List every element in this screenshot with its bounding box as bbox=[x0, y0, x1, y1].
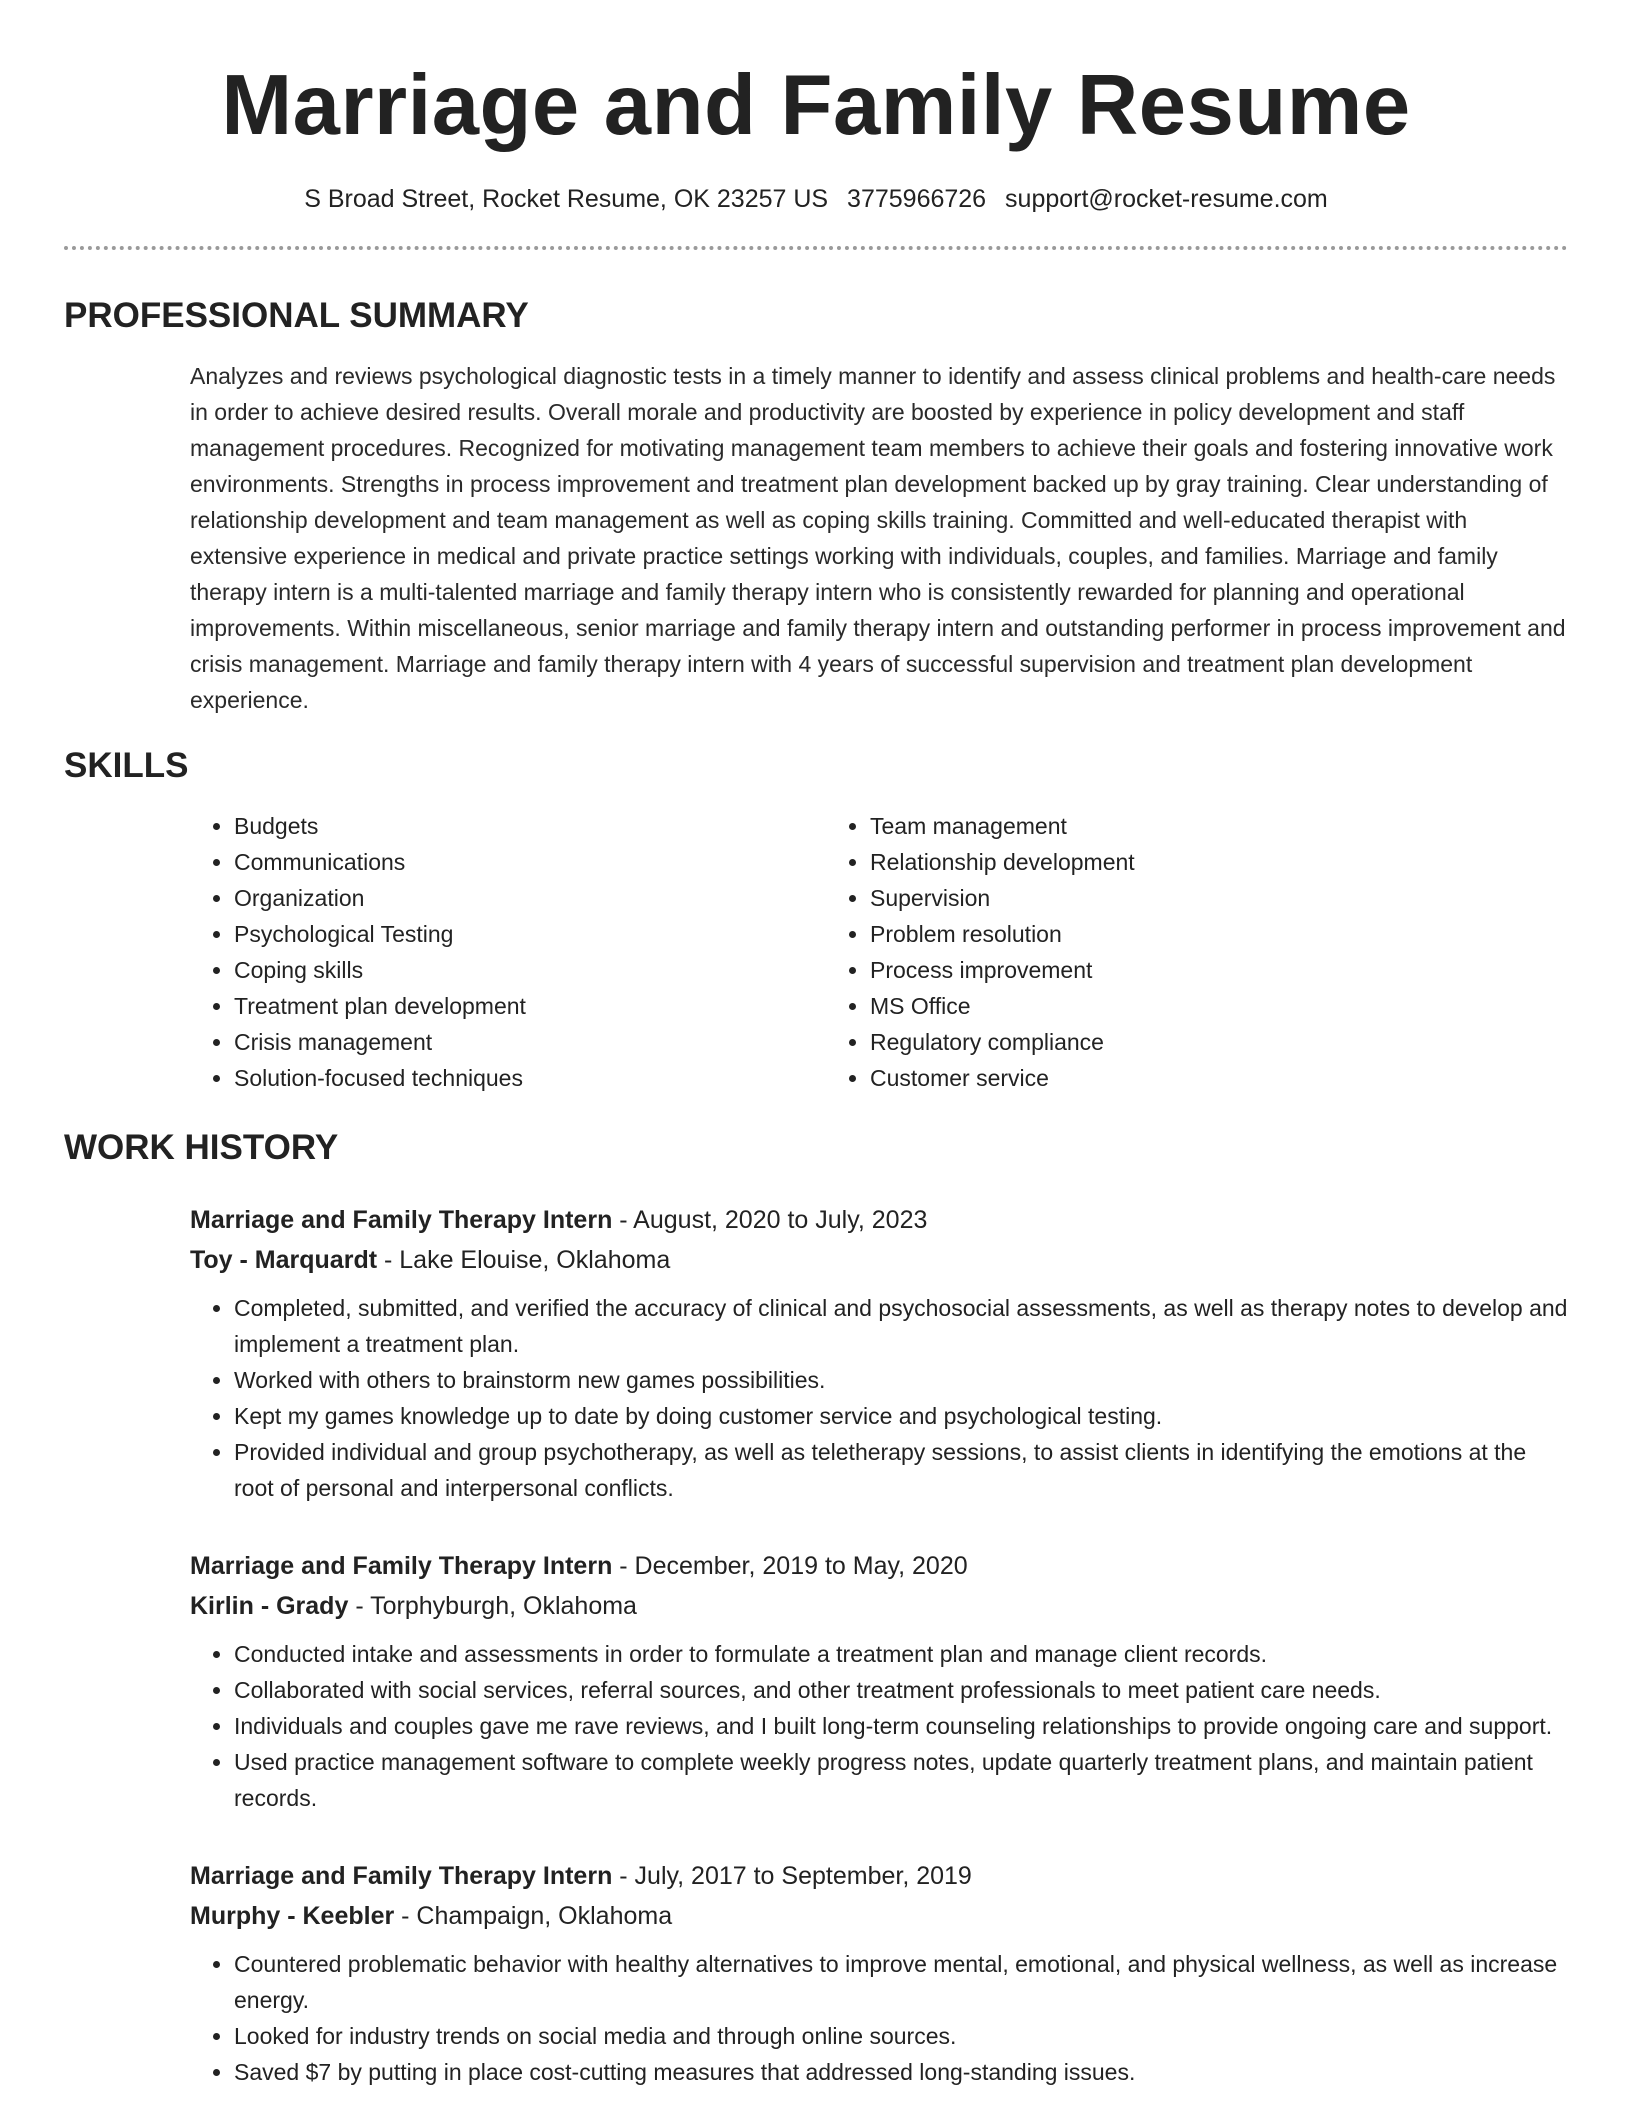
skills-column-left bbox=[190, 808, 826, 1096]
job-title: Marriage and Family Therapy Intern bbox=[190, 1862, 613, 1890]
skill-item: • Supervision bbox=[870, 880, 1462, 916]
job-dates: - July, 2017 to September, 2019 bbox=[612, 1862, 972, 1890]
skill-item: • Organization bbox=[234, 880, 826, 916]
job-company-line bbox=[190, 1240, 1568, 1280]
skill-item: • Coping skills bbox=[234, 952, 826, 988]
skill-item: • Budgets bbox=[234, 808, 826, 844]
job-dates: - August, 2020 to July, 2023 bbox=[612, 1206, 928, 1234]
job-location: - Lake Elouise, Oklahoma bbox=[377, 1246, 671, 1274]
header-divider bbox=[64, 246, 1568, 250]
skill-item: • Solution-focused techniques bbox=[234, 1060, 826, 1096]
job-bullets bbox=[190, 1946, 1568, 2090]
job-bullet: • Collaborated with social services, referral sources, and other treatment professionals to meet patient care needs. bbox=[234, 1672, 1568, 1708]
summary-text: Analyzes and reviews psychological diagnostic tests in a timely manner to identify and assess clinical problems and health-care needs in order to achieve desired results. Overall morale and productivity are boosted by experience in policy development and staff management procedures. Recognized for motivating management team members to achieve their goals and fostering innovative work environments. Strengths in process improvement and treatment plan development backed up by gray training. Clear understanding of relationship development and team management as well as coping skills training. Committed and well-educated therapist with extensive experience in medical and private practice settings working with individuals, couples, and families. Marriage and family therapy intern is a multi-talented marriage and family therapy intern who is consistently rewarded for planning and operational improvements. Within miscellaneous, senior marriage and family therapy intern and outstanding performer in process improvement and crisis management. Marriage and family therapy intern with 4 years of successful supervision and treatment plan development experience. bbox=[190, 363, 1566, 713]
skill-item: • Treatment plan development bbox=[234, 988, 826, 1024]
skills-list bbox=[190, 808, 1568, 1096]
job-entry bbox=[190, 1856, 1568, 2090]
job-title-line bbox=[190, 1546, 1568, 1586]
job-bullet: • Worked with others to brainstorm new games possibilities. bbox=[234, 1362, 1568, 1398]
skill-item: • Regulatory compliance bbox=[870, 1024, 1462, 1060]
job-dates: - December, 2019 to May, 2020 bbox=[612, 1552, 968, 1580]
job-title: Marriage and Family Therapy Intern bbox=[190, 1206, 613, 1234]
work-history-heading: WORK HISTORY bbox=[64, 1128, 339, 1167]
job-bullet: • Used practice management software to complete weekly progress notes, update quarterly treatment plans, and maintain patient records. bbox=[234, 1744, 1568, 1816]
skill-item: • Customer service bbox=[870, 1060, 1462, 1096]
job-location: - Torphyburgh, Oklahoma bbox=[348, 1592, 637, 1620]
job-bullet: • Completed, submitted, and verified the accuracy of clinical and psychosocial assessments, as well as therapy notes to develop and implement a treatment plan. bbox=[234, 1290, 1568, 1362]
skill-item: • Team management bbox=[870, 808, 1462, 844]
job-bullet: • Provided individual and group psychotherapy, as well as teletherapy sessions, to assist clients in identifying the emotions at the root of personal and interpersonal conflicts. bbox=[234, 1434, 1568, 1506]
summary-heading: PROFESSIONAL SUMMARY bbox=[64, 296, 529, 335]
job-bullet: • Countered problematic behavior with healthy alternatives to improve mental, emotional, and physical wellness, as well as increase energy. bbox=[234, 1946, 1568, 2018]
job-location: - Champaign, Oklahoma bbox=[394, 1902, 673, 1930]
skill-item: • MS Office bbox=[870, 988, 1462, 1024]
job-bullet: • Kept my games knowledge up to date by doing customer service and psychological testing. bbox=[234, 1398, 1568, 1434]
contact-line bbox=[64, 182, 1568, 216]
skills-heading: SKILLS bbox=[64, 746, 189, 785]
skill-item: • Problem resolution bbox=[870, 916, 1462, 952]
contact-email: support@rocket-resume.com bbox=[1005, 185, 1328, 213]
job-title: Marriage and Family Therapy Intern bbox=[190, 1552, 613, 1580]
job-company-line bbox=[190, 1896, 1568, 1936]
job-title-line bbox=[190, 1200, 1568, 1240]
job-bullet: • Saved $7 by putting in place cost-cutting measures that addressed long-standing issues. bbox=[234, 2054, 1568, 2090]
job-bullet: • Looked for industry trends on social media and through online sources. bbox=[234, 2018, 1568, 2054]
skill-item: • Crisis management bbox=[234, 1024, 826, 1060]
job-bullets bbox=[190, 1636, 1568, 1816]
resume-title: Marriage and Family Resume bbox=[221, 58, 1411, 153]
job-entry bbox=[190, 1546, 1568, 1816]
job-bullets bbox=[190, 1290, 1568, 1506]
job-company-line bbox=[190, 1586, 1568, 1626]
job-title-line bbox=[190, 1856, 1568, 1896]
job-company: Murphy - Keebler bbox=[190, 1902, 395, 1930]
skills-column-right bbox=[826, 808, 1462, 1096]
job-company: Toy - Marquardt bbox=[190, 1246, 378, 1274]
contact-phone: 3775966726 bbox=[847, 185, 987, 213]
contact-address: S Broad Street, Rocket Resume, OK 23257 US bbox=[304, 185, 829, 213]
skill-item: • Process improvement bbox=[870, 952, 1462, 988]
skill-item: • Communications bbox=[234, 844, 826, 880]
job-entry bbox=[190, 1200, 1568, 1506]
job-bullet: • Conducted intake and assessments in order to formulate a treatment plan and manage client records. bbox=[234, 1636, 1568, 1672]
skill-item: • Relationship development bbox=[870, 844, 1462, 880]
resume-page bbox=[64, 0, 1568, 2090]
job-bullet: • Individuals and couples gave me rave reviews, and I built long-term counseling relationships to provide ongoing care and support. bbox=[234, 1708, 1568, 1744]
skill-item: • Psychological Testing bbox=[234, 916, 826, 952]
job-company: Kirlin - Grady bbox=[190, 1592, 349, 1620]
